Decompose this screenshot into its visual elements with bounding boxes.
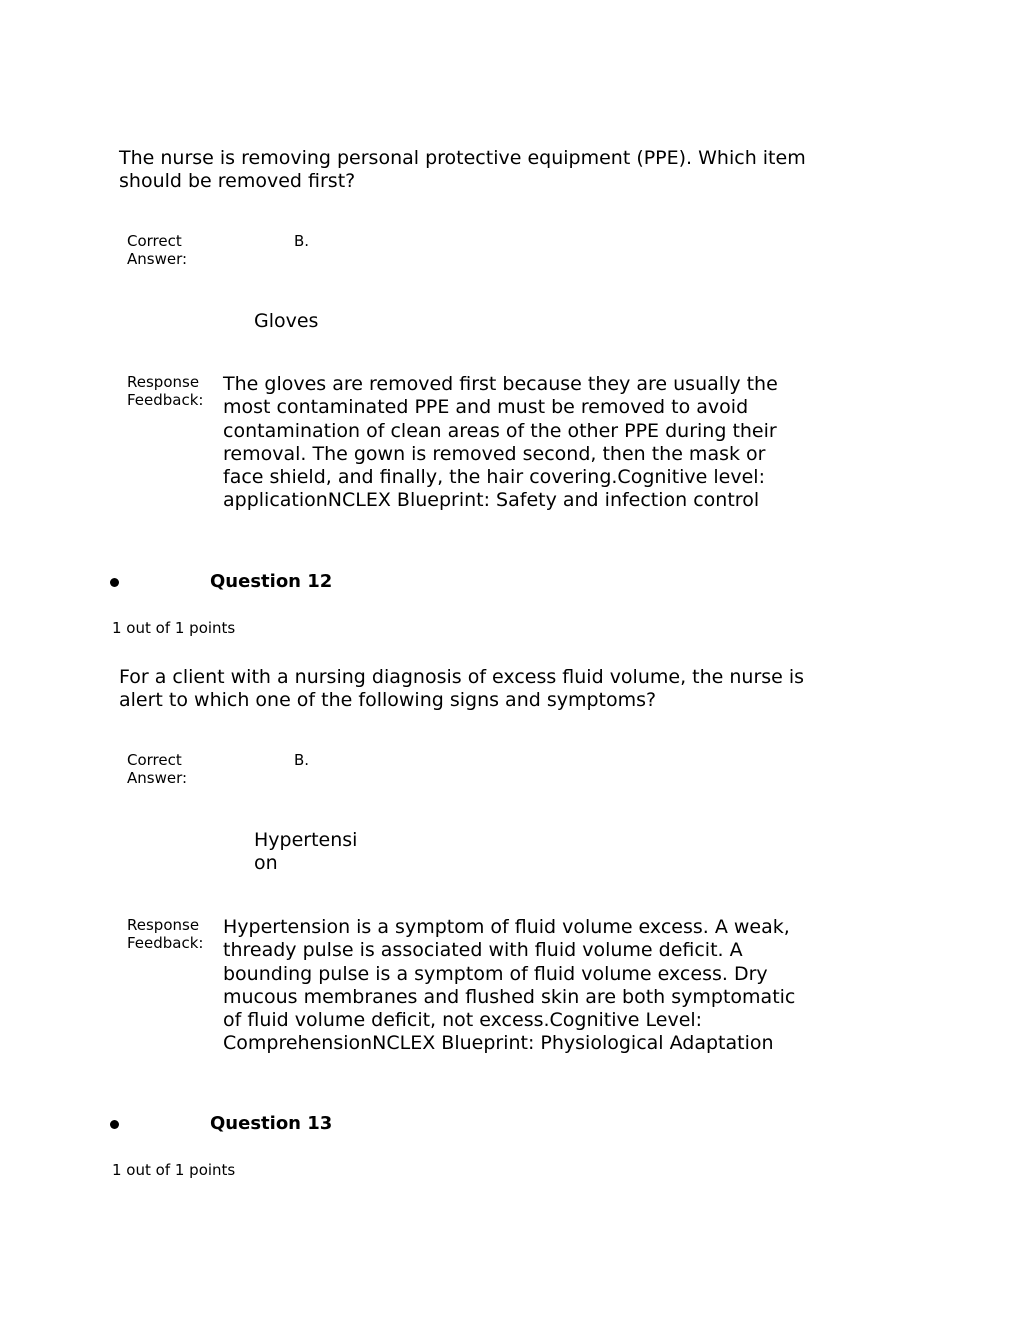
correct-answer-label: Correct Answer: [127, 232, 188, 268]
points-score: 1 out of 1 points [112, 1161, 236, 1179]
correct-answer-label: Correct Answer: [127, 751, 188, 787]
question-heading: Question 13 [210, 1113, 333, 1134]
answer-text: Hypertension [254, 829, 358, 874]
bullet-icon [110, 1120, 119, 1129]
question-text: The nurse is removing personal protective equipment (PPE). Which item should be removed first? [119, 147, 806, 192]
points-score: 1 out of 1 points [112, 619, 236, 637]
answer-text: Gloves [254, 310, 319, 332]
response-feedback-text: The gloves are removed first because they are usually the most contaminated PPE and must be removed to avoid contamination of clean areas of the other PPE during their removal. The gown is removed second, then the mask or face shield, and finally, the hair covering.Cognitive level: applicationNCLEX Blueprint: Safety and infection control [223, 373, 778, 512]
question-heading: Question 12 [210, 571, 333, 592]
response-feedback-label: Response Feedback: [127, 373, 204, 409]
answer-letter: B. [294, 751, 310, 769]
bullet-icon [110, 578, 119, 587]
question-text: For a client with a nursing diagnosis of excess fluid volume, the nurse is alert to which one of the following signs and symptoms? [119, 666, 805, 711]
answer-letter: B. [294, 232, 310, 250]
response-feedback-label: Response Feedback: [127, 916, 204, 952]
response-feedback-text: Hypertension is a symptom of fluid volume excess. A weak, thready pulse is associated with fluid volume deficit. A bounding pulse is a symptom of fluid volume excess. Dry mucous membranes and flushed skin are both symptomatic of fluid volume deficit, not excess.Cognitive Level: ComprehensionNCLEX Blueprint: Physiological Adaptation [223, 916, 796, 1055]
